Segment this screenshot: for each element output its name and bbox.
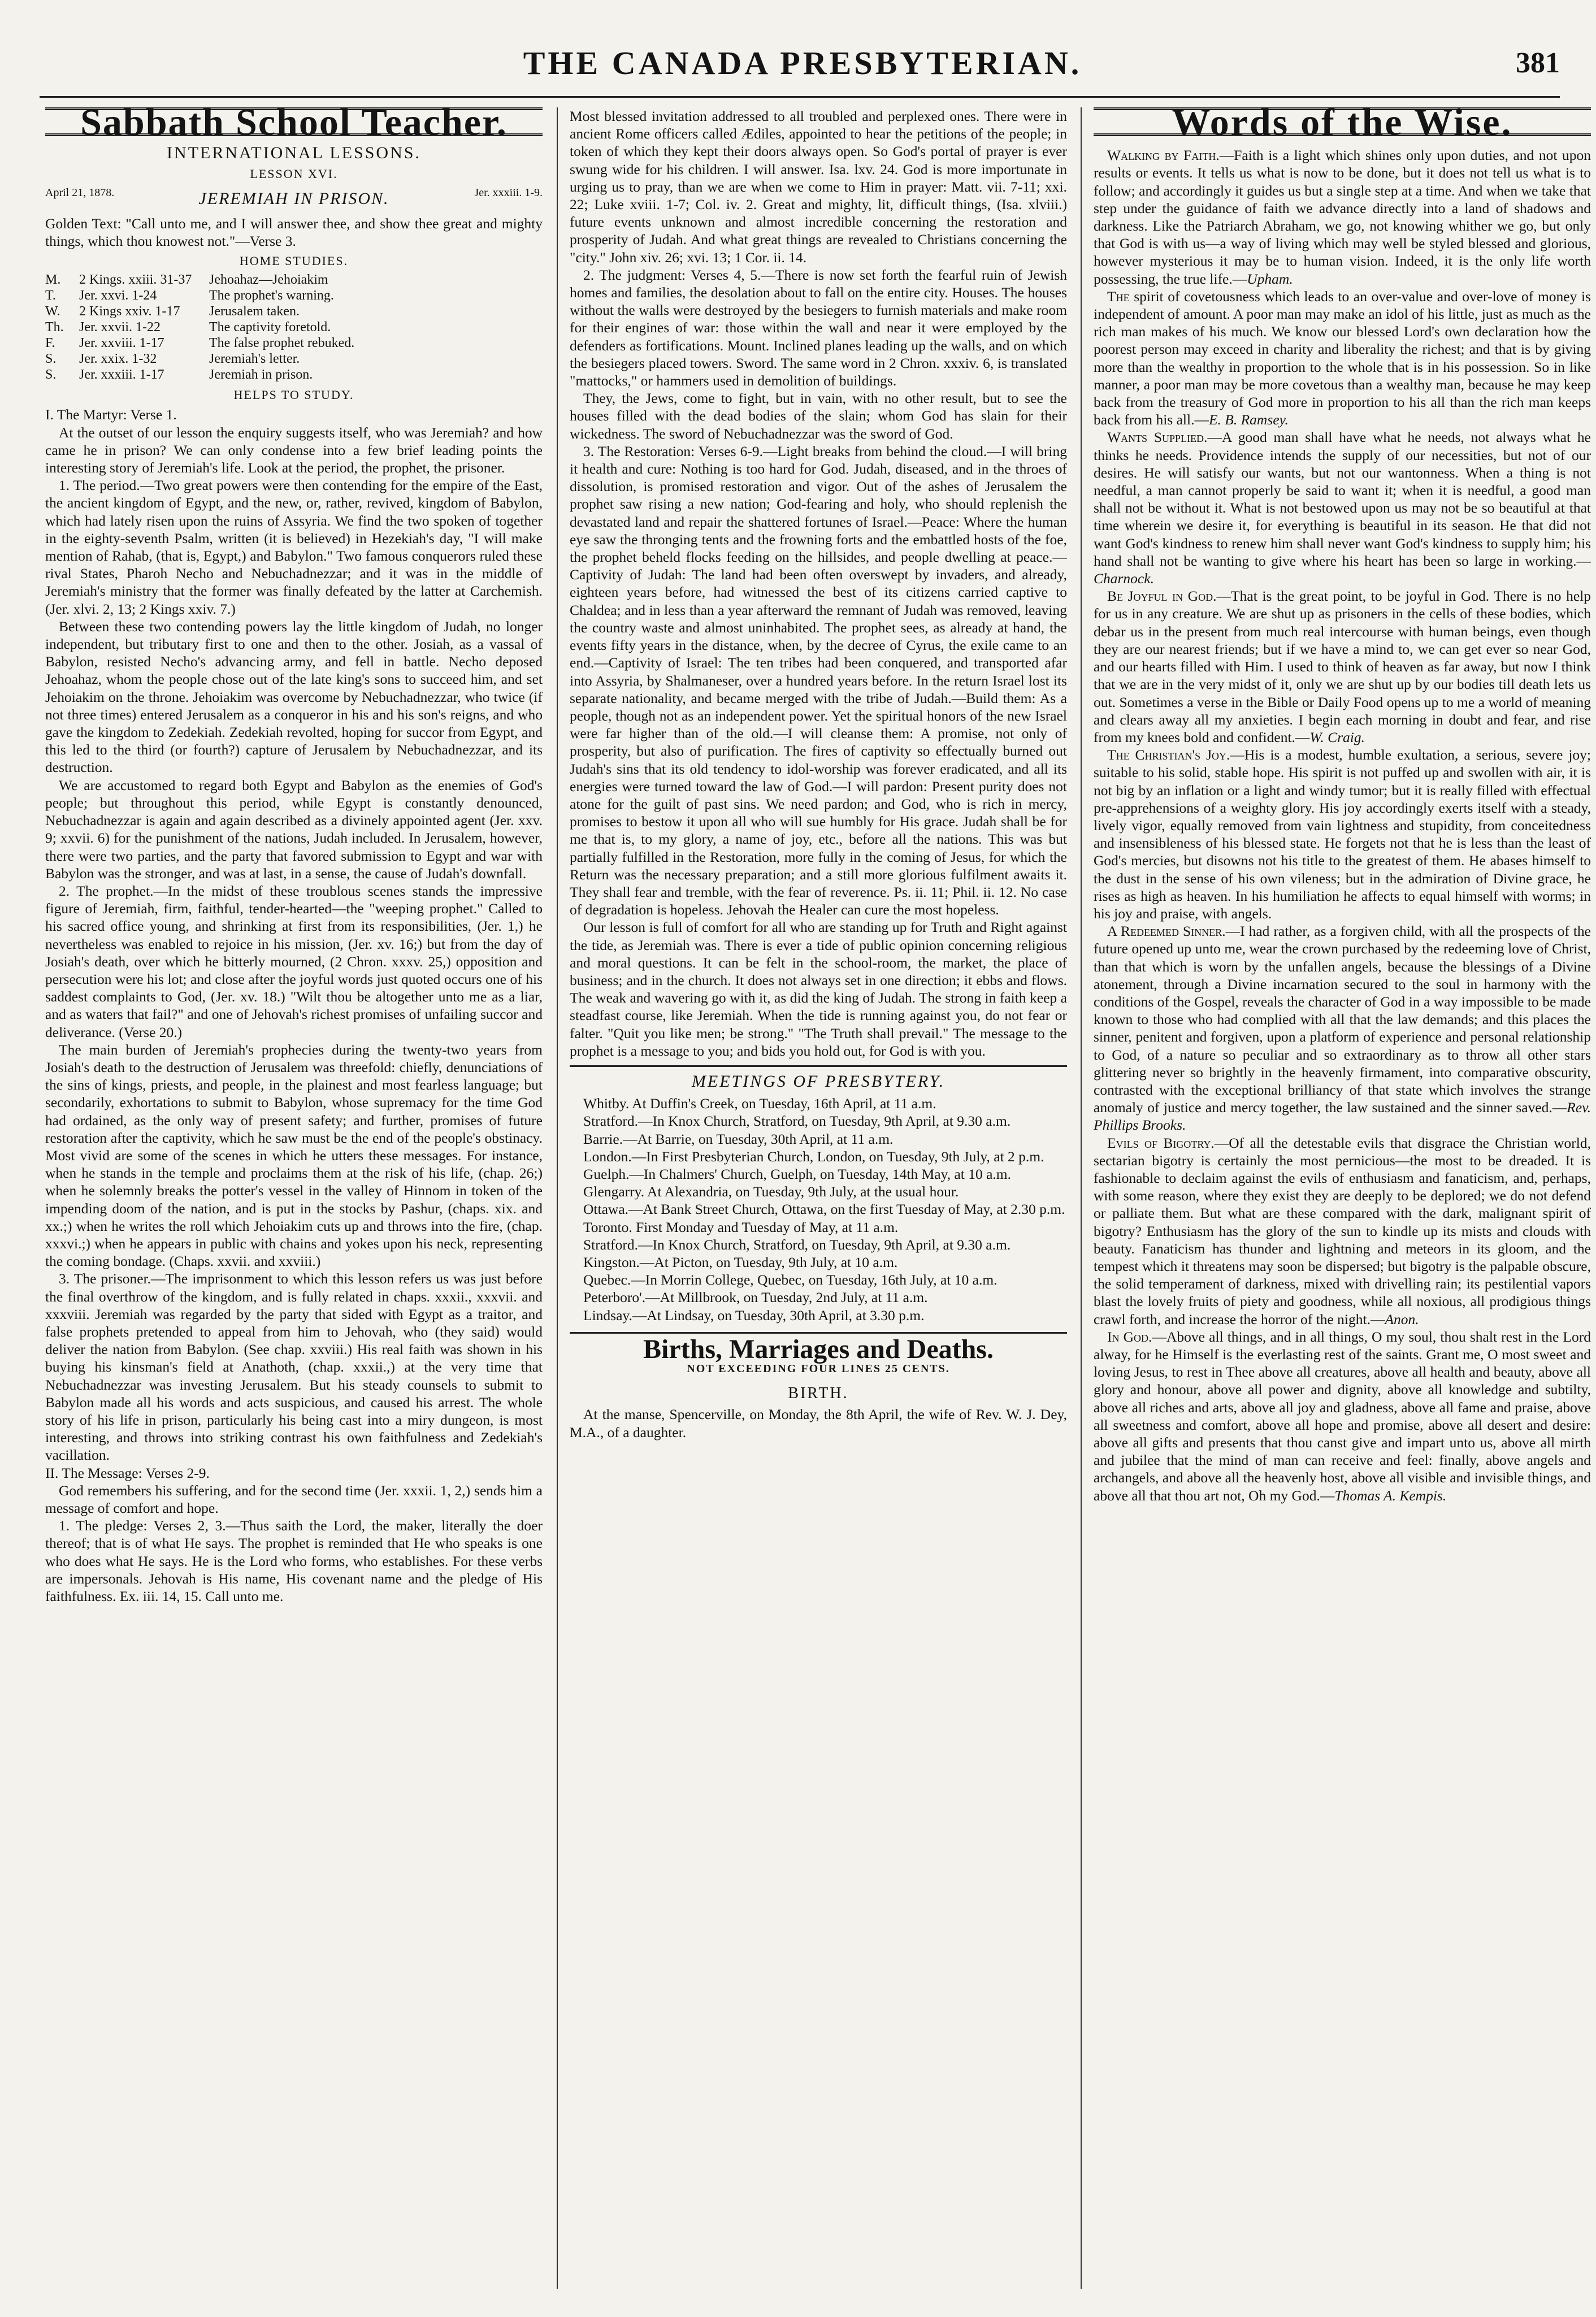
subheading-message: II. The Message: Verses 2-9. <box>45 1464 210 1481</box>
lesson-number: LESSON XVI. <box>250 167 338 181</box>
paragraph: 1. The period.—Two great powers were then contending for the empire of the East, the ancient kingdom of Egypt, and the new, or, rather, revived, kingdom of Babylon, which had lately risen upon the ruins of Assyria. We find the two spoken of together in the eighty-seventh Psalm, written (it is believed) in Hezekiah's day, "I will make mention of Rahab, (that is, Egypt,) and Babylon." Two famous conquerors ruled these rival States, Pharoh Necho and Nebuchadnezzar; and it was in the middle of Jeremiah's ministry that the former was finally defeated by the latter at Carchemish. (Jer. xlvi. 2, 13; 2 Kings xxiv. 7.) <box>45 477 543 617</box>
paragraph: The main burden of Jeremiah's prophecies during the twenty-two years from Josiah's death to the destruction of Jerusalem was threefold: chiefly, denunciations of the sins of kings, priests, and people, in the plainest and most fearless language; but secondarily, exhortations to submit to Babylon, whose supremacy for the time God had ordained, as the only way of present safety; and further, promises of future restoration after the captivity, which he saw must be the end of the people's obstinacy. Most vivid are some of the scenes in which he utters these messages. For instance, when he stands in the temple and proclaims them at the risk of his life, (chap. 26;) when he solemnly breaks the potter's vessel in the valley of Hinnom in token of the impending doom of the nation, and is put in the stocks by Pashur, (chaps. xix. and xx.;) when he writes the roll which Jehoiakim cuts up and throws into the fire, (chap. xxxvi.;) when he appears in public with chains and yokes upon his neck, representing the coming bondage. (Chaps. xxvii. and xxviii.) <box>45 1041 543 1270</box>
entry-lead: Walking by Faith. <box>1107 147 1220 164</box>
golden-text: Golden Text: "Call unto me, and I will answer thee, and show thee great and mighty things, which thou knowest not."—Verse 3. <box>45 215 543 249</box>
wisdom-entry <box>1094 1134 1591 1328</box>
wisdom-entry <box>1094 922 1591 1134</box>
meeting-item: Stratford.—In Knox Church, Stratford, on Tuesday, 9th April, at 9.30 a.m. <box>583 1236 1011 1253</box>
home-study-day: F. <box>45 336 55 351</box>
lesson-reference: Jer. xxxiii. 1-9. <box>474 186 543 199</box>
entry-lead: A Redeemed Sinner. <box>1107 923 1226 940</box>
words-entries <box>1094 146 1591 1504</box>
home-study-day: T. <box>45 288 56 303</box>
section-subtitle: INTERNATIONAL LESSONS. <box>167 144 421 163</box>
entry-source: Upham. <box>1247 270 1293 287</box>
entry-text: —That is the great point, to be joyful in God. There is no help for us in any creature. We are shut up as prisoners in the cells of these bodies, which debar us in the present from much real intercourse with human beings, even though they are our nearest friends; but if we have a mind to, we can get ever so near God, and our hearts filled with Him. I used to think of heaven as far away, but now I think that we are in the very midst of it, only we are shut up by our bodies till death lets us out. Sometimes a verse in the Bible or Daily Food opens up to me a world of meaning and clears away all my anxieties. I begin each morning in doubt and fear, and rise from my knees bold and confident.— <box>1094 588 1591 745</box>
home-study-row <box>45 335 543 351</box>
home-study-row <box>45 351 543 367</box>
home-study-day: M. <box>45 272 61 288</box>
home-study-ref: 2 Kings xxiv. 1-17 <box>79 304 180 319</box>
lesson-title: JEREMIAH IN PRISON. <box>198 189 389 208</box>
entry-text: —Above all things, and in all things, O my soul, thou shalt rest in the Lord alway, for he Himself is the everlasting rest of the saints. Grant me, O most sweet and loving Jesus, to rest in Thee above all creatures, above all health and beauty, above all glory and honour, above all power and dignity, above all knowledge and subtilty, above all riches and arts, above all joy and gladness, above all fame and praise, above all sweetness and comfort, above all hope and promise, above all desert and desire: above all gifts and presents that thou canst give and impart unto us, above all mirth and jubilee that the mind of man can receive and feel: finally, above angels and archangels, and above all the heavenly host, above all visible and invisible things, and above all that thou art not, Oh my God.— <box>1094 1328 1591 1504</box>
entry-text: —His is a modest, humble exultation, a serious, severe joy; suitable to his solid, stable hope. His spirit is not puffed up and swollen with air, it is not big by an inflation or a light and windy tumor; but it is really filled with effectual pre-apprehensions of a weighty glory. His joy accordingly exerts itself with a steady, lively vigor, equally removed from vain lightness and stupidity, from conceitedness and insensibleness of his blessed state. He forgets not that he is less than the least of God's mercies, but disowns not his title to the greatest of them. He abases himself to the dust in the sense of his own vileness; but in the admiration of Divine grace, he rises as high as heaven. In his humiliation he affects to equal himself with worms; in his joy and praise, with angels. <box>1094 747 1591 922</box>
entry-text: —I had rather, as a forgiven child, with all the prospects of the future opened up unto me, wear the crown purchased by the redeeming love of Christ, than that which is worn by the unfallen angels, because the blessings of a Divine atonement, through a Divine incarnation secured to the soul in harmony with the conditions of the Gospel, reveals the character of God in a way impossible to be made known to those who had complied with all that the law demands; and this places the sinner, penitent and forgiven, upon a platform of experience and personal relationship to God, of a nature so peculiar and so extraordinary as to throw all other stars glittering never so brightly in the heavenly firmament, into comparative obscurity, contrasted with the exceptional brilliancy of that state which involves the strange anomaly of justice and mercy together, the law sustained and the sinner saved.— <box>1094 923 1591 1116</box>
paragraph: 2. The prophet.—In the midst of these troublous scenes stands the impressive figure of Jeremiah, firm, faithful, tender-hearted—the "weeping prophet." Called to his sacred office young, and shrinking at first from its responsibilities, (Jer. 1,) he nevertheless was enabled to rejoice in his mission, (Jer. xv. 16;) but from the day of Josiah's death, over which he bitterly mourned, (2 Chron. xxxv. 25,) opposition and persecution were his lot; and close after the joyful words just quoted occurs one of his saddest complaints to God, (Jer. xv. 18.) "Wilt thou be altogether unto me as a liar, and as waters that fail?" and one of Jehovah's richest promises of unfailing succor and deliverance. (Verse 20.) <box>45 882 543 1040</box>
wisdom-entry <box>1094 587 1591 746</box>
meeting-item: London.—In First Presbyterian Church, London, on Tuesday, 9th July, at 2 p.m. <box>583 1148 1044 1165</box>
meeting-item: Stratford.—In Knox Church, Stratford, on Tuesday, 9th April, at 9.30 a.m. <box>583 1113 1011 1130</box>
meeting-item: Lindsay.—At Lindsay, on Tuesday, 30th April, at 3.30 p.m. <box>583 1307 925 1324</box>
entry-lead: Evils of Bigotry. <box>1107 1134 1215 1151</box>
paragraph: 2. The judgment: Verses 4, 5.—There is now set forth the fearful ruin of Jewish homes and families, the desolation about to fall on the entire city. Houses. The houses without the walls were destroyed by the besiegers to furnish materials and make room for their engines of war: those within the wall and near it were employed by the defenders as fortifications. Mount. Inclined planes leading up the walls, and on which the besiegers placed towers. Sword. The same word in 2 Chron. xxxiv. 6, is translated "mattocks," or hammers used in demolition of buildings. <box>570 266 1067 389</box>
home-studies-heading: HOME STUDIES. <box>239 254 349 268</box>
home-study-text: Jerusalem taken. <box>209 304 300 319</box>
home-study-row <box>45 303 543 319</box>
home-study-ref: Jer. xxxiii. 1-17 <box>79 367 164 383</box>
entry-text: —Of all the detestable evils that disgrace the Christian world, sectarian bigotry is certainly the most pernicious—the most to be dreaded. It is fashionable to declaim against the evils of enthusiasm and fanaticism, and, perhaps, with some reason, where they exist they are deeply to be deplored; we do not defend or palliate them. But what are these compared with the dark, malignant spirit of bigotry? Enthusiasm has the glory of the sun to kindle up its mists and clouds with beauty. Fanaticism has thunder and lightning and meteors in its gloom, and the tempest which it threatens may soon be dispersed; but bigotry is the palpable obscure, the solid temperament of darkness, mixed with drivelling rain; its pestilential vapors blast the lovely fruits of piety and goodness, while all noxious, all prodigious things crawl forth, and increase the horror of the night.— <box>1094 1134 1591 1327</box>
home-study-day: Th. <box>45 320 64 335</box>
home-study-text: The false prophet rebuked. <box>209 336 355 351</box>
entry-lead: Wants Supplied. <box>1107 429 1208 446</box>
meetings-list <box>570 1095 1067 1324</box>
home-study-row <box>45 272 543 288</box>
entry-source: Thomas A. Kempis. <box>1334 1487 1447 1504</box>
section-title-words-of-the-wise: Words of the Wise. <box>1094 107 1591 136</box>
home-study-row <box>45 319 543 335</box>
home-study-day: S. <box>45 352 57 367</box>
section-title-sabbath-school: Sabbath School Teacher. <box>45 107 543 136</box>
paragraph: 3. The Restoration: Verses 6-9.—Light breaks from behind the cloud.—I will bring it health and cure: Nothing is too hard for God. Judah, diseased, and in the throes of dissolution, is promised restoration and vigor. Out of the ashes of Jerusalem the prophet saw rising a new nation; God-fearing and holy, who should replenish the devastated land and repair the shattered fortunes of Israel.—Peace: Where the human eye saw the thronging tents and the frowning forts and the embattled hosts of the foe, the prophet beheld flocks feeding on the hillsides, and people dwelling at peace.—Captivity of Judah: The land had been often overswept by invaders, and already, eighteen years before, had witnessed the best of its citizens carried captive to Chaldea; and in less than a year afterward the remnant of Judah was removed, leaving the country waste and almost uninhabited. The prophet sees, as already at hand, the events fifty years in the distance, when, by the decree of Cyrus, the exile came to an end.—Captivity of Israel: The ten tribes had been conquered, and transported afar into Assyria, by Shalmaneser, over a hundred years before. In the return Israel lost its separate nationality, and became merged with the tribe of Judah.—Build them: As a people, though not as an independent power. Yet the spiritual honors of the new Israel were far higher than of the old.—I will cleanse them: A promise, not only of prosperity, but also of purification. The fires of captivity so effectually burned out Judah's sins that its old tendency to idol-worship was forever eradicated, and all its energies were turned toward the law of God.—I will pardon: Present purity does not atone for the guilt of past sins. We need pardon; and God, who is rich in mercy, promises to bestow it upon all who will sue humbly for His grace. Judah shall be for me that is, to my glory, a name of joy, etc., before all the nations. This was but partially fulfilled in the Restoration, more fully in the coming of Jesus, for which the Return was the necessary preparation; and a still more glorious fulfilment awaits it. They shall fear and tremble, with the fear of reverence. Ps. ii. 11; Phil. ii. 12. No case of degradation is hopeless. Jehovah the Healer can cure the most hopeless. <box>570 442 1067 918</box>
birth-heading: BIRTH. <box>788 1385 849 1403</box>
masthead-rule <box>40 96 1560 98</box>
entry-source: E. B. Ramsey. <box>1208 411 1289 428</box>
column-words-of-the-wise <box>1094 107 1591 2283</box>
column-divider <box>557 107 558 2289</box>
notice-rate: NOT EXCEEDING FOUR LINES 25 CENTS. <box>687 1363 950 1376</box>
home-study-ref: 2 Kings. xxiii. 31-37 <box>79 272 192 288</box>
entry-lead: Be Joyful in God. <box>1107 588 1217 605</box>
meeting-item: Whitby. At Duffin's Creek, on Tuesday, 16th April, at 11 a.m. <box>583 1095 936 1112</box>
entry-source: Anon. <box>1385 1311 1419 1327</box>
paragraph: We are accustomed to regard both Egypt and Babylon as the enemies of God's people; but throughout this period, while Egypt is constantly denounced, Nebuchadnezzar is again and again described as a divinely appointed agent (Jer. xxv. 9; xxvii. 6) for the punishment of the nations, Judah included. In Jerusalem, however, there were two parties, and the party that favored submission to Egypt and war with Babylon was the stronger, and was at last, in a sense, the cause of Judah's downfall. <box>45 776 543 882</box>
home-study-ref: Jer. xxviii. 1-17 <box>79 336 164 351</box>
home-study-row <box>45 367 543 383</box>
meeting-item: Peterboro'.—At Millbrook, on Tuesday, 2nd July, at 11 a.m. <box>583 1289 928 1306</box>
wisdom-entry <box>1094 746 1591 922</box>
home-study-text: Jeremiah's letter. <box>209 352 300 367</box>
entry-text: spirit of covetousness which leads to an over-value and over-love of money is independent of amount. A poor man may make an idol of his little, just as much as the rich man makes of his much. We know our blessed Lord's own declaration how the poorest person may exceed in charity and liberality the richest; and that is by giving more than the wealthy in proportion to the whole that is in his possession. So in like manner, a poor man may be more covetous than a wealthy man, because he may keep back from the treasury of God more in proportion to his all than the rich man keeps back from his all.— <box>1094 288 1591 428</box>
lesson-header <box>45 186 543 211</box>
meeting-item: Ottawa.—At Bank Street Church, Ottawa, on the first Tuesday of May, at 2.30 p.m. <box>583 1201 1065 1218</box>
home-study-text: Jehoahaz—Jehoiakim <box>209 272 328 288</box>
page-number: 381 <box>1516 47 1560 79</box>
entry-text: —A good man shall have what he needs, not always what he thinks he needs. Providence intends the supply of our necessities, but not of our desires. He will satisfy our wants, but not our wantonness. When a thing is not needful, a man cannot properly be said to want it; when it is needful, a good man shall not be without it. What is not bestowed upon us may not be so beautiful at that time wherein we desire it, for everything is beautiful in its season. He that did not want God's kindness to renew him shall never want God's kindness to supply him; his hand shall not be wanting to give where his heart has been so large in working.— <box>1094 429 1591 569</box>
entry-lead: The Christian's Joy. <box>1107 747 1230 763</box>
entry-lead: The <box>1107 288 1130 305</box>
paragraph: Most blessed invitation addressed to all troubled and perplexed ones. There were in ancient Rome officers called Ædiles, appointed to hear the petitions of the people; in token of which they kept their doors always open. So God's portal of prayer is ever swung wide for his children. I will answer. Isa. lxv. 24. God is more importunate in urging us to pray, than we are when we come to Him in prayer: Matt. vii. 7-11; xxi. 22; Luke xviii. 1-7; Col. iv. 2. Great and mighty, lit, difficult things, (Isa. xlviii.) future events unknown and almost incredible concerning the restoration and prosperity of Judah. And what great things are revealed to Christians concerning the "city." John xiv. 26; xvi. 13; 1 Cor. ii. 14. <box>570 108 1067 266</box>
wisdom-entry <box>1094 428 1591 587</box>
home-study-text: The prophet's warning. <box>209 288 334 303</box>
meeting-item: Kingston.—At Picton, on Tuesday, 9th July, at 10 a.m. <box>583 1254 898 1270</box>
meeting-item: Toronto. First Monday and Tuesday of May, at 11 a.m. <box>583 1218 899 1235</box>
meeting-item: Barrie.—At Barrie, on Tuesday, 30th April, at 11 a.m. <box>583 1130 894 1147</box>
paragraph: God remembers his suffering, and for the second time (Jer. xxxii. 1, 2,) sends him a message of comfort and hope. <box>45 1482 543 1517</box>
column-sabbath-school <box>45 107 543 2283</box>
column-lesson-continued <box>570 107 1067 2283</box>
wisdom-entry <box>1094 1328 1591 1504</box>
meetings-heading: MEETINGS OF PRESBYTERY. <box>570 1065 1067 1090</box>
births-marriages-deaths-heading: Births, Marriages and Deaths. <box>570 1332 1067 1358</box>
masthead <box>40 40 1565 90</box>
entry-source: Charnock. <box>1094 570 1154 587</box>
paragraph: Our lesson is full of comfort for all who are standing up for Truth and Right against the tide, as Jeremiah was. There is ever a tide of public opinion concerning religious and moral questions. It can be felt in the school-room, the market, the place of business; and in the church. It does not always set in one direction; it ebbs and flows. The weak and wavering go with it, as did the king of Judah. The strong in faith keep a steadfast course, like Jeremiah. When the tide is running against you, do not fear or falter. "Quit you like men; be strong." "The Truth shall prevail." The message to the prophet is a message to you; and bids you hold out, for God is with you. <box>570 919 1067 1059</box>
paragraph: 3. The prisoner.—The imprisonment to which this lesson refers us was just before the final overthrow of the kingdom, and is fully related in chaps. xxxii., xxxvii. and xxxviii. Jeremiah was regarded by the party that sided with Egypt as a traitor, and false prophets pretended to appeal from him to Jehovah, who (they said) would deliver the nation from Babylon. (See chap. xxviii.) His real faith was shown in his buying his kinsman's field at Anathoth, (chap. xxxii.,) at the very time that Nebuchadnezzar was investing Jerusalem. But his steady counsels to submit to Babylon made all his words and acts suspicious, and caused his arrest. The whole story of his life in prison, particularly his being cast into a miry dungeon, is most interesting, and throws into striking contrast his own faithfulness and Zedekiah's vacillation. <box>45 1270 543 1464</box>
birth-notice: At the manse, Spencerville, on Monday, the 8th April, the wife of Rev. W. J. Dey, M.A., of a daughter. <box>570 1406 1067 1440</box>
entry-text: —Faith is a light which shines only upon duties, and not upon results or events. It tells us what is now to be done, but it does not tell us what is to follow; and accordingly it guides us but a single step at a time. And when we take that step under the guidance of faith we advance directly into a land of shadows and darkness. Like the Patriarch Abraham, we go, not knowing whither we go, but only that God is with us—a way of living which may well be styled blessed and glorious, however mysterious it may be to human vision. Indeed, it is the only life worth possessing, the true life.— <box>1094 147 1591 287</box>
column-divider <box>1081 107 1082 2289</box>
paragraph: They, the Jews, come to fight, but in vain, with no other result, but to see the houses filled with the dead bodies of the slain; whom God has slain for their wickedness. The sword of Nebuchadnezzar was the sword of God. <box>570 390 1067 442</box>
publication-title: THE CANADA PRESBYTERIAN. <box>523 45 1082 81</box>
entry-source: Rev. Phillips Brooks. <box>1094 1099 1591 1134</box>
meeting-item: Guelph.—In Chalmers' Church, Guelph, on Tuesday, 14th May, at 10 a.m. <box>583 1165 1011 1182</box>
wisdom-entry <box>1094 146 1591 288</box>
lesson-date: April 21, 1878. <box>45 186 115 199</box>
meeting-item: Quebec.—In Morrin College, Quebec, on Tuesday, 16th July, at 10 a.m. <box>583 1272 998 1288</box>
paragraph: Between these two contending powers lay the little kingdom of Judah, no longer independent, but tributary first to one and then to the other. Josiah, as a vassal of Babylon, resisted Necho's advancing army, and fell in battle. Necho deposed Jehoahaz, whom the people chose out of the late king's sons to succeed him, and set Jehoiakim on the throne. Jehoiakim was overcome by Nebuchadnezzar, who twice (if not three times) entered Jerusalem as a conqueror in his and his son's reigns, and who gave the kingdom to Zedekiah. Zedekiah revolted, hoping for succor from Egypt, and this led to the third (or fourth?) capture of Jerusalem by Nebuchadnezzar, and its destruction. <box>45 618 543 776</box>
home-study-ref: Jer. xxvi. 1-24 <box>79 288 157 303</box>
subheading-martyr: I. The Martyr: Verse 1. <box>45 406 177 423</box>
paragraph: At the outset of our lesson the enquiry suggests itself, who was Jeremiah? and how came he in prison? We can only condense into a few brief leading points the interesting story of Jeremiah's life. Look at the period, the prophet, the prisoner. <box>45 424 543 476</box>
entry-source: W. Craig. <box>1309 728 1365 745</box>
home-study-text: The captivity foretold. <box>209 320 331 335</box>
meeting-item: Glengarry. At Alexandria, on Tuesday, 9th July, at the usual hour. <box>583 1183 959 1200</box>
home-study-day: S. <box>45 367 57 383</box>
home-studies-table <box>45 272 543 383</box>
paragraph: 1. The pledge: Verses 2, 3.—Thus saith the Lord, the maker, literally the doer thereof; that is of what He says. The prophet is reminded that He who speaks is one who does what He says. He is the Lord who forms, who establishes. For these verbs are impersonals. Jehovah is His name, His covenant name and the pledge of His faithfulness. Ex. iii. 14, 15. Call unto me. <box>45 1517 543 1605</box>
home-study-ref: Jer. xxix. 1-32 <box>79 352 157 367</box>
wisdom-entry <box>1094 288 1591 429</box>
home-study-day: W. <box>45 304 60 319</box>
helps-heading: HELPS TO STUDY. <box>233 388 354 402</box>
home-study-ref: Jer. xxvii. 1-22 <box>79 320 161 335</box>
entry-lead: In God. <box>1107 1328 1152 1345</box>
home-study-text: Jeremiah in prison. <box>209 367 313 383</box>
home-study-row <box>45 288 543 303</box>
